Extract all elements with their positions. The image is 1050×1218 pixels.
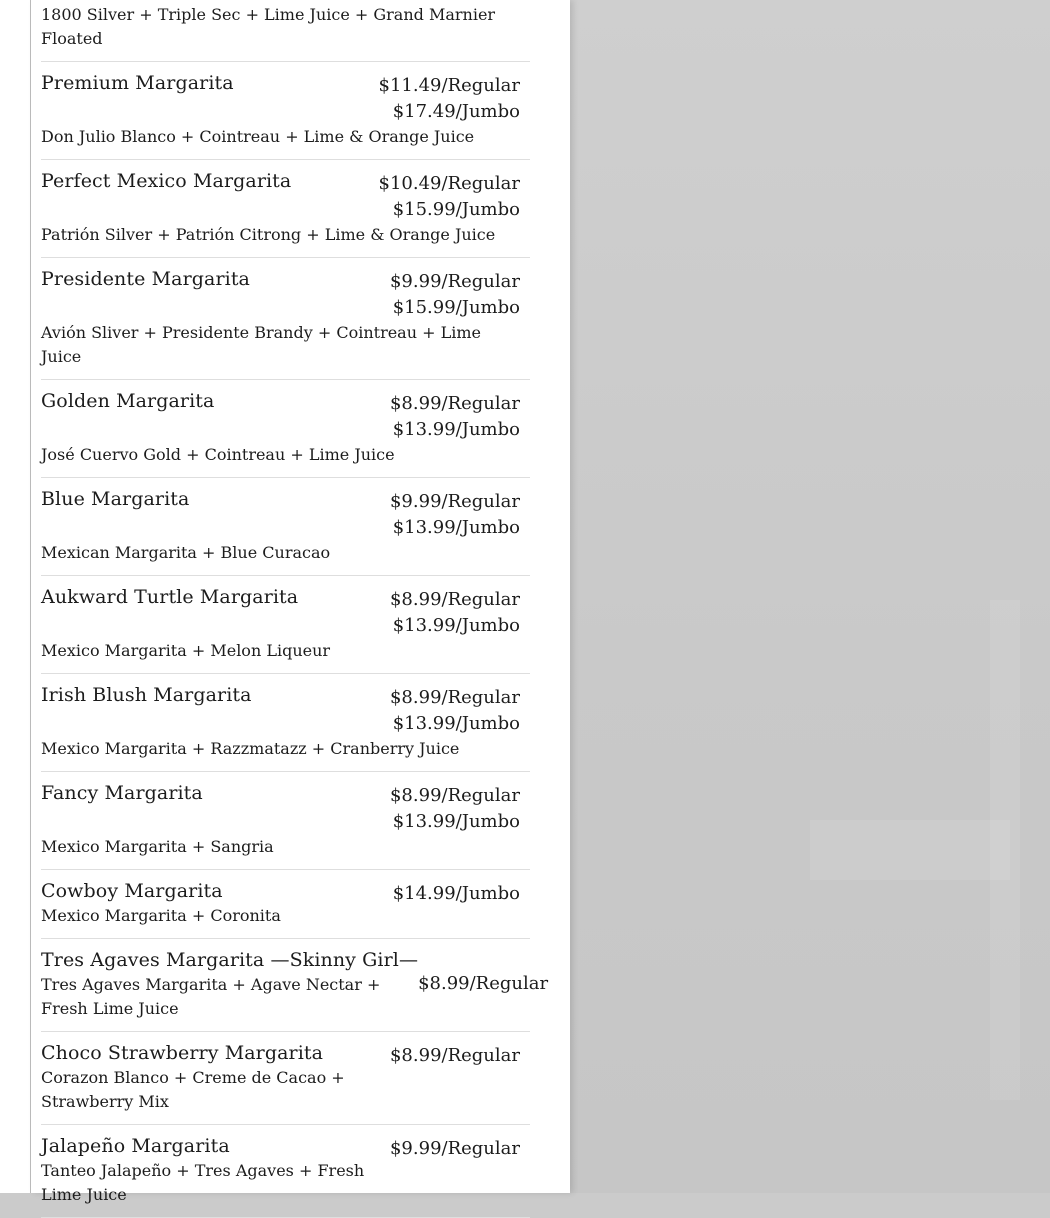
price-regular: $11.49/Regular: [378, 75, 520, 96]
item-name: Premium Margarita: [41, 72, 234, 94]
item-name: Cowboy Margarita: [41, 880, 223, 902]
item-text: [41, 1133, 390, 1207]
menu-item: [41, 674, 530, 772]
item-description: Mexico Margarita + Sangria: [41, 837, 274, 856]
menu-item: [41, 939, 549, 1032]
price-jumbo: $17.49/Jumbo: [392, 101, 520, 122]
menu-item: [41, 62, 530, 160]
price-regular: $8.99/Regular: [389, 589, 520, 610]
item-name: Tres Agaves Margarita —Skinny Girl—: [41, 949, 419, 971]
price-regular: $8.99/Regular: [418, 973, 549, 994]
price-jumbo: $13.99/Jumbo: [392, 713, 520, 734]
price-regular: $8.99/Regular: [389, 393, 520, 414]
item-prices: [390, 584, 520, 639]
price-jumbo: $15.99/Jumbo: [392, 297, 520, 318]
price-regular: $9.99/Regular: [389, 1138, 520, 1159]
item-prices: [390, 266, 520, 321]
item-description: Tanteo Jalapeño + Tres Agaves + Fresh Lime Juice: [41, 1161, 365, 1204]
item-prices: [390, 780, 520, 835]
menu-item: [41, 1032, 530, 1125]
item-name: Golden Margarita: [41, 390, 215, 412]
item-name: Aukward Turtle Margarita: [41, 586, 299, 608]
item-prices: [418, 947, 548, 997]
price-regular: $9.99/Regular: [389, 271, 520, 292]
menu-item: [41, 870, 530, 939]
item-prices: [390, 388, 520, 443]
item-name: Irish Blush Margarita: [41, 684, 252, 706]
background-streak: [810, 820, 1010, 880]
price-jumbo: $13.99/Jumbo: [392, 615, 520, 636]
price-jumbo: $15.99/Jumbo: [392, 199, 520, 220]
menu-item: [41, 478, 530, 576]
menu-item: [41, 258, 530, 380]
item-description: Mexico Margarita + Coronita: [41, 906, 281, 925]
item-description: Mexican Margarita + Blue Curacao: [41, 543, 331, 562]
price-regular: $9.99/Regular: [389, 491, 520, 512]
item-description: José Cuervo Gold + Cointreau + Lime Juice: [41, 445, 395, 464]
menu-item: [41, 160, 530, 258]
item-text: [41, 878, 281, 928]
item-name: Blue Margarita: [41, 488, 190, 510]
price-regular: $8.99/Regular: [389, 785, 520, 806]
price-regular: $8.99/Regular: [389, 1045, 520, 1066]
item-name: Fancy Margarita: [41, 782, 203, 804]
item-description: 1800 Silver + Triple Sec + Lime Juice + Grand Marnier Floated: [41, 5, 496, 48]
item-description: Avión Sliver + Presidente Brandy + Cointreau + Lime Juice: [41, 323, 481, 366]
price-jumbo: $14.99/Jumbo: [392, 883, 520, 904]
item-name: Choco Strawberry Margarita: [41, 1042, 324, 1064]
item-prices: [379, 70, 520, 125]
item-description: Don Julio Blanco + Cointreau + Lime & Orange Juice: [41, 127, 475, 146]
item-name: Jalapeño Margarita: [41, 1135, 230, 1157]
item-prices: [390, 1133, 520, 1162]
item-prices: [390, 1040, 520, 1069]
menu-panel: [31, 0, 570, 1204]
price-jumbo: $13.99/Jumbo: [392, 419, 520, 440]
menu-item: [41, 576, 530, 674]
item-description: Tres Agaves Margarita + Agave Nectar + Fresh Lime Juice: [41, 975, 381, 1018]
item-prices: [390, 486, 520, 541]
item-name: Presidente Margarita: [41, 268, 250, 290]
background-image: [570, 0, 1050, 1193]
item-prices: [379, 168, 520, 223]
price-jumbo: $13.99/Jumbo: [392, 517, 520, 538]
item-description: Corazon Blanco + Creme de Cacao + Strawberry Mix: [41, 1068, 345, 1111]
left-gutter: [0, 0, 31, 1193]
price-regular: $10.49/Regular: [378, 173, 520, 194]
item-prices: [390, 682, 520, 737]
item-text: [41, 947, 418, 1021]
menu-item: [41, 1125, 530, 1218]
item-prices: [393, 878, 520, 907]
item-name: Perfect Mexico Margarita: [41, 170, 292, 192]
margarita-menu-list: [41, 0, 549, 1218]
price-regular: $8.99/Regular: [389, 687, 520, 708]
menu-item: [41, 0, 530, 62]
menu-item: [41, 772, 530, 870]
item-description: Patrión Silver + Patrión Citrong + Lime & Orange Juice: [41, 225, 496, 244]
item-description: Mexico Margarita + Melon Liqueur: [41, 641, 331, 660]
menu-item: [41, 380, 530, 478]
price-jumbo: $13.99/Jumbo: [392, 811, 520, 832]
item-text: [41, 1040, 390, 1114]
item-description: Mexico Margarita + Razzmatazz + Cranberry Juice: [41, 739, 460, 758]
